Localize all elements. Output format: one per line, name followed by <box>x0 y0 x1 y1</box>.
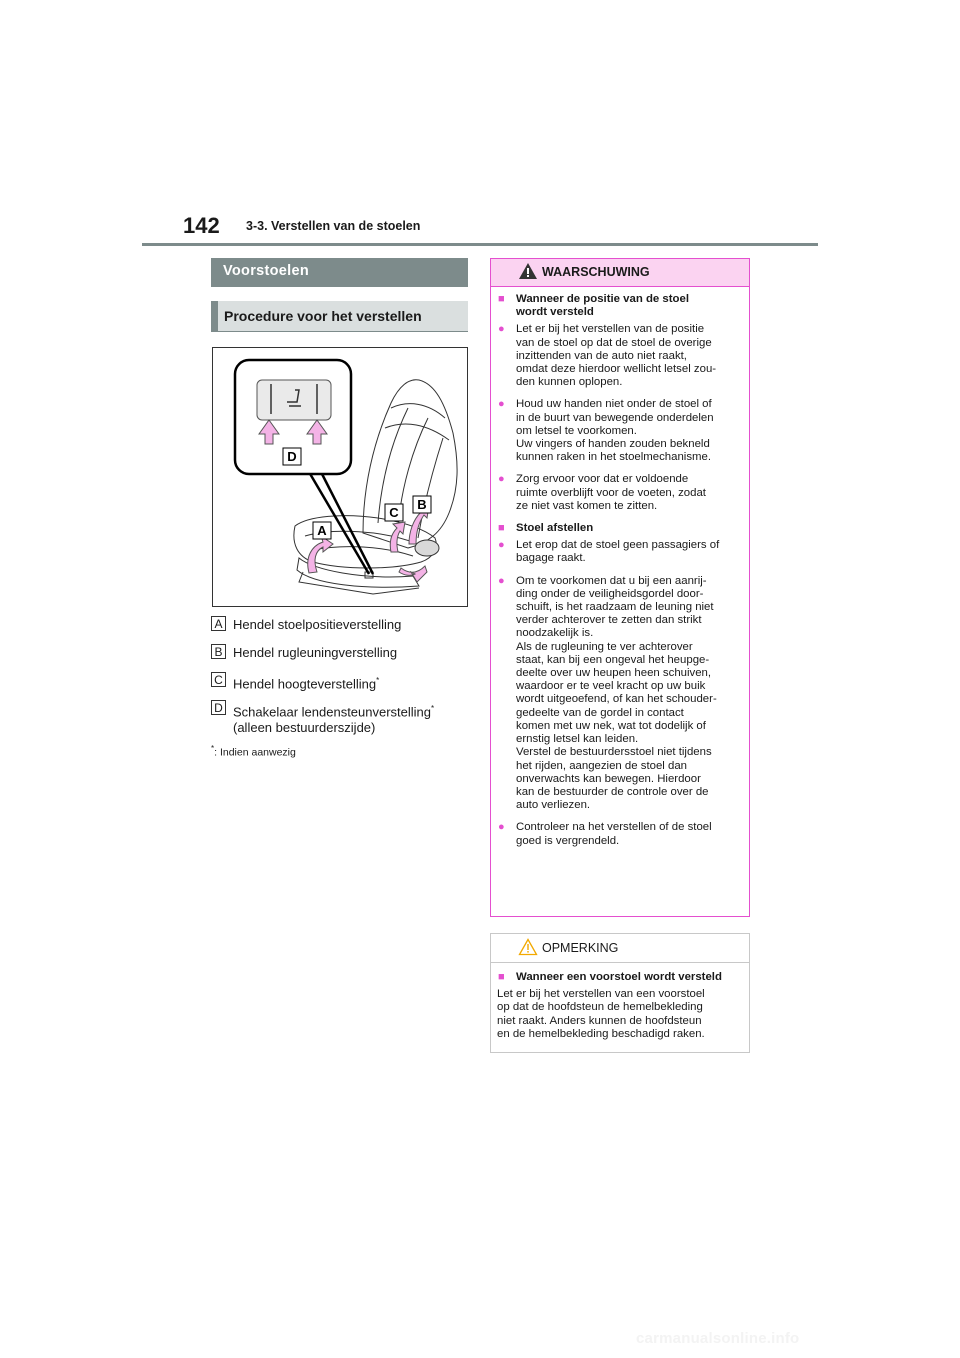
legend-item-a <box>211 614 471 642</box>
circle-bullet-icon: ● <box>498 539 505 552</box>
square-bullet-icon: ■ <box>498 293 505 305</box>
note-heading: Wanneer een voorstoel wordt versteld <box>516 971 722 983</box>
warning-line: Om te voorkomen dat u bij een aanrij- <box>516 574 707 587</box>
warning-heading <box>497 293 743 319</box>
warning-box <box>490 258 750 917</box>
warning-triangle-icon <box>518 262 538 280</box>
warning-line: Verstel de bestuurdersstoel niet tijdens <box>516 746 712 759</box>
footnote-mark: * <box>211 744 215 753</box>
warning-bullet <box>497 398 743 464</box>
warning-line: den kunnen oplopen. <box>516 376 623 389</box>
warning-line: Let erop dat de stoel geen passagiers of <box>516 539 720 552</box>
warning-line: verder achterover te zetten dan strikt <box>516 614 702 627</box>
seat-figure <box>212 347 468 607</box>
warning-line: ruimte overblijft voor de voeten, zodat <box>516 486 706 499</box>
note-line: Let er bij het verstellen van een voorstoel <box>497 988 705 1001</box>
square-bullet-icon: ■ <box>498 522 505 535</box>
legend-letter: C <box>211 672 226 687</box>
note-box <box>490 933 750 1053</box>
warning-line: Uw vingers of handen zouden bekneld <box>516 438 710 451</box>
callout-a: A <box>317 523 327 538</box>
footnote <box>211 744 296 759</box>
warning-line: Houd uw handen niet onder de stoel of <box>516 398 712 411</box>
figure-legend <box>211 614 471 740</box>
warning-line: auto verliezen. <box>516 799 591 812</box>
note-body <box>491 963 749 1041</box>
note-header <box>491 934 749 963</box>
warning-line: Als de rugleuning te ver achterover <box>516 640 693 653</box>
legend-label: Hendel rugleuningverstelling <box>233 645 398 660</box>
warning-bullet <box>497 821 743 847</box>
legend-item-b <box>211 642 471 670</box>
legend-footnote-mark: * <box>431 704 435 713</box>
chapter-title: 3-3. Verstellen van de stoelen <box>246 219 421 233</box>
legend-label: Hendel hoogteverstelling <box>233 676 377 692</box>
warning-line: inzittenden van de auto niet raakt, <box>516 349 687 362</box>
legend-footnote-mark: * <box>376 676 380 685</box>
warning-line: wordt uitgeoefend, of kan het schouder- <box>516 693 717 706</box>
note-text <box>497 988 743 1041</box>
circle-bullet-icon: ● <box>498 821 505 834</box>
warning-line: kan de bestuurder de controle over de <box>516 785 709 798</box>
warning-line: omdat deze hierdoor wellicht letsel zou- <box>516 363 717 376</box>
warning-line: deelte over uw heupen heen schuiven, <box>516 667 712 680</box>
warning-line: waardoor er te veel kracht op uw buik <box>516 680 706 693</box>
callout-c: C <box>389 505 399 520</box>
arrow-a <box>308 536 333 573</box>
legend-label: Hendel stoelpositieverstelling <box>233 617 402 632</box>
warning-bullet <box>497 539 743 565</box>
warning-line: van de stoel op dat de stoel de overige <box>516 336 712 349</box>
warning-line: Let er bij het verstellen van de positie <box>516 323 705 336</box>
warning-header <box>491 259 749 287</box>
warning-line: in de buurt van bewegende onderdelen <box>516 411 714 424</box>
callout-d: D <box>287 449 297 464</box>
section-title: Voorstoelen <box>211 258 468 287</box>
warning-title: WAARSCHUWING <box>542 265 650 279</box>
circle-bullet-icon: ● <box>498 574 505 587</box>
subsection-title: Procedure voor het verstellen <box>211 301 468 332</box>
warning-line: kunnen raken in het stoelmechanisme. <box>516 451 712 464</box>
recline-knob <box>415 540 439 556</box>
legend-letter: B <box>211 644 226 659</box>
note-line: niet raakt. Anders kunnen de hoofdsteun <box>497 1014 702 1027</box>
caution-triangle-icon <box>518 938 538 956</box>
footnote-text: : Indien aanwezig <box>214 746 296 759</box>
circle-bullet-icon: ● <box>498 473 505 486</box>
warning-line: Controleer na het verstellen of de stoel <box>516 821 712 834</box>
note-heading-row <box>497 971 743 984</box>
warning-line: onverwachts kan bewegen. Hierdoor <box>516 772 701 785</box>
note-line: en de hemelbekleding beschadigd raken. <box>497 1027 705 1040</box>
watermark: carmanualsonline.info <box>636 1330 800 1347</box>
seat-illustration <box>213 348 468 607</box>
warning-line: ding onder de veiligheidsgordel door- <box>516 587 704 600</box>
warning-line: komen met uw nek, wat tot dodelijk of <box>516 719 706 732</box>
legend-label: Schakelaar lendensteunverstelling <box>233 704 432 720</box>
legend-letter: A <box>211 616 226 631</box>
switch-panel <box>257 380 331 420</box>
warning-bullet <box>497 323 743 389</box>
circle-bullet-icon: ● <box>498 398 505 411</box>
warning-line: goed is vergrendeld. <box>516 834 620 847</box>
warning-bullet <box>497 575 743 813</box>
warning-line: Stoel afstellen <box>516 522 594 535</box>
warning-heading <box>497 522 743 535</box>
callout-b: B <box>417 497 427 512</box>
page-number: 142 <box>183 213 220 238</box>
square-bullet-icon: ■ <box>498 971 505 983</box>
warning-line: Wanneer de positie van de stoel <box>516 293 690 305</box>
arrow-c <box>390 522 405 552</box>
warning-line: ernstig letsel kan leiden. <box>516 733 639 746</box>
note-title: OPMERKING <box>542 941 619 955</box>
warning-body <box>491 287 749 848</box>
warning-line: het rijden, aangezien de stoel dan <box>516 759 687 772</box>
legend-item-c <box>211 670 471 698</box>
warning-line: wordt versteld <box>516 306 594 319</box>
header-rule <box>142 243 818 246</box>
warning-line: gedeelte van de gordel in contact <box>516 706 684 719</box>
warning-bullet <box>497 473 743 513</box>
warning-line: noodzakelijk is. <box>516 627 594 640</box>
warning-line: schuift, is het raadzaam de leuning niet <box>516 601 714 614</box>
legend-letter: D <box>211 700 226 715</box>
note-line: op dat de hoofdsteun de hemelbekleding <box>497 1001 703 1014</box>
warning-line: ze niet vast komen te zitten. <box>516 499 658 512</box>
warning-line: staat, kan bij een ongeval het heupge- <box>516 653 710 666</box>
circle-bullet-icon: ● <box>498 323 505 336</box>
legend-item-d <box>211 698 471 740</box>
arrow-down <box>399 566 427 582</box>
legend-sublabel: (alleen bestuurderszijde) <box>233 720 376 735</box>
warning-line: om letsel te voorkomen. <box>516 424 637 437</box>
warning-line: Zorg ervoor voor dat er voldoende <box>516 473 689 486</box>
warning-line: bagage raakt. <box>516 552 586 565</box>
